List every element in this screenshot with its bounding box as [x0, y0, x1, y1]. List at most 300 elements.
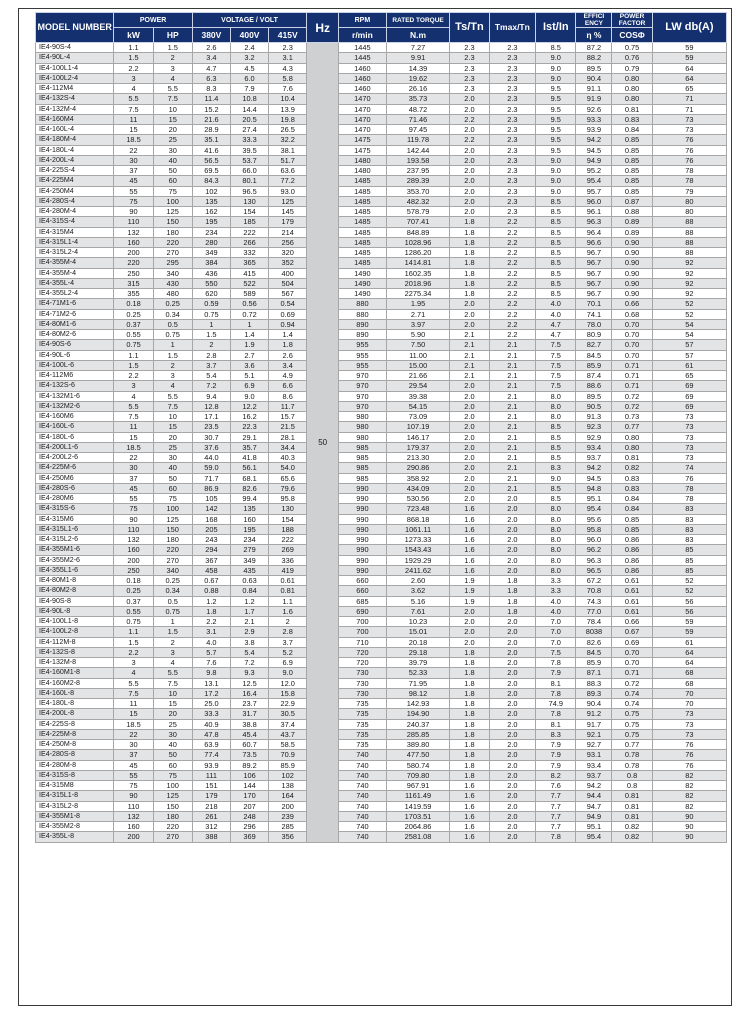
cell-lw-db: 68 [652, 668, 726, 678]
cell-tmax-tn: 2.3 [489, 166, 536, 176]
cell-ts-tn: 1.8 [450, 658, 489, 668]
cell-415v: 10.4 [269, 94, 307, 104]
cell-hp: 50 [153, 166, 192, 176]
cell-415v: 38.1 [269, 145, 307, 155]
cell-rpm: 980 [339, 422, 387, 432]
cell-kw: 0.75 [114, 340, 153, 350]
table-row [36, 740, 727, 750]
cell-ts-tn: 2.0 [450, 125, 489, 135]
cell-kw: 15 [114, 432, 153, 442]
cell-lw-db: 64 [652, 647, 726, 657]
cell-lw-db: 88 [652, 237, 726, 247]
cell-ist-in: 9.5 [536, 114, 576, 124]
cell-415v: 15.7 [269, 412, 307, 422]
cell-380v: 71.7 [192, 473, 230, 483]
table-row [36, 576, 727, 586]
cell-ts-tn: 1.8 [450, 278, 489, 288]
cell-power-factor: 0.84 [612, 494, 652, 504]
cell-efficiency: 94.4 [576, 791, 612, 801]
cell-380v: 205 [192, 524, 230, 534]
cell-power-factor: 0.68 [612, 309, 652, 319]
cell-torque: 20.18 [386, 637, 450, 647]
cell-ist-in: 8.5 [536, 494, 576, 504]
cell-hp: 0.34 [153, 309, 192, 319]
cell-380v: 41.6 [192, 145, 230, 155]
table-row [36, 73, 727, 83]
cell-power-factor: 0.90 [612, 278, 652, 288]
cell-400v: 5.1 [230, 371, 268, 381]
cell-380v: 17.2 [192, 688, 230, 698]
cell-power-factor: 0.67 [612, 627, 652, 637]
cell-lw-db: 52 [652, 299, 726, 309]
cell-torque: 179.37 [386, 442, 450, 452]
cell-kw: 18.5 [114, 719, 153, 729]
cell-tmax-tn: 1.8 [489, 596, 536, 606]
cell-kw: 11 [114, 422, 153, 432]
cell-model: IE4-160M2-8 [36, 678, 114, 688]
cell-kw: 0.37 [114, 596, 153, 606]
cell-ts-tn: 2.0 [450, 176, 489, 186]
cell-ts-tn: 2.3 [450, 63, 489, 73]
cell-hp: 20 [153, 432, 192, 442]
cell-power-factor: 0.80 [612, 94, 652, 104]
cell-efficiency: 94.8 [576, 483, 612, 493]
cell-efficiency: 96.3 [576, 555, 612, 565]
cell-torque: 29.54 [386, 381, 450, 391]
cell-power-factor: 0.88 [612, 207, 652, 217]
cell-ts-tn: 2.0 [450, 166, 489, 176]
cell-tmax-tn: 2.0 [489, 791, 536, 801]
cell-ts-tn: 1.8 [450, 719, 489, 729]
cell-tmax-tn: 2.3 [489, 94, 536, 104]
table-header [36, 13, 727, 43]
cell-lw-db: 82 [652, 791, 726, 801]
cell-efficiency: 93.3 [576, 114, 612, 124]
cell-ts-tn: 2.0 [450, 309, 489, 319]
cell-rpm: 690 [339, 606, 387, 616]
cell-ts-tn: 2.0 [450, 391, 489, 401]
cell-kw: 160 [114, 237, 153, 247]
cell-tmax-tn: 2.2 [489, 227, 536, 237]
cell-kw: 55 [114, 770, 153, 780]
cell-lw-db: 82 [652, 801, 726, 811]
cell-tmax-tn: 2.1 [489, 412, 536, 422]
header-kw: kW [114, 28, 153, 43]
cell-lw-db: 82 [652, 770, 726, 780]
cell-tmax-tn: 1.8 [489, 576, 536, 586]
table-row [36, 453, 727, 463]
cell-efficiency: 96.0 [576, 535, 612, 545]
cell-lw-db: 85 [652, 555, 726, 565]
cell-rpm: 720 [339, 658, 387, 668]
cell-torque: 15.01 [386, 627, 450, 637]
cell-power-factor: 0.81 [612, 453, 652, 463]
table-row [36, 63, 727, 73]
cell-model: IE4-250M-8 [36, 740, 114, 750]
cell-efficiency: 91.3 [576, 412, 612, 422]
cell-400v: 160 [230, 514, 268, 524]
cell-400v: 16.2 [230, 412, 268, 422]
cell-model: IE4-100L1-4 [36, 63, 114, 73]
cell-rpm: 1470 [339, 125, 387, 135]
cell-tmax-tn: 2.0 [489, 719, 536, 729]
cell-tmax-tn: 2.0 [489, 740, 536, 750]
cell-power-factor: 0.70 [612, 647, 652, 657]
cell-400v: 207 [230, 801, 268, 811]
cell-380v: 2.8 [192, 350, 230, 360]
cell-lw-db: 88 [652, 227, 726, 237]
cell-hp: 0.75 [153, 606, 192, 616]
cell-tmax-tn: 2.0 [489, 565, 536, 575]
cell-model: IE4-355M1-8 [36, 811, 114, 821]
cell-rpm: 740 [339, 750, 387, 760]
cell-tmax-tn: 2.1 [489, 340, 536, 350]
cell-ist-in: 7.0 [536, 617, 576, 627]
cell-ist-in: 9.0 [536, 155, 576, 165]
cell-torque: 26.16 [386, 84, 450, 94]
header-rpm: RPM [339, 13, 387, 28]
cell-lw-db: 56 [652, 596, 726, 606]
cell-rpm: 1460 [339, 73, 387, 83]
cell-tmax-tn: 2.2 [489, 330, 536, 340]
cell-380v: 8.3 [192, 84, 230, 94]
cell-tmax-tn: 2.0 [489, 709, 536, 719]
cell-model: IE4-315M6 [36, 514, 114, 524]
table-row [36, 237, 727, 247]
cell-tmax-tn: 2.3 [489, 84, 536, 94]
cell-efficiency: 96.3 [576, 217, 612, 227]
cell-kw: 3 [114, 658, 153, 668]
cell-lw-db: 70 [652, 688, 726, 698]
cell-415v: 1.6 [269, 606, 307, 616]
table-row [36, 53, 727, 63]
cell-power-factor: 0.82 [612, 822, 652, 832]
cell-lw-db: 54 [652, 319, 726, 329]
cell-ts-tn: 2.1 [450, 350, 489, 360]
cell-kw: 4 [114, 391, 153, 401]
cell-hp: 4 [153, 658, 192, 668]
cell-tmax-tn: 2.1 [489, 432, 536, 442]
cell-ts-tn: 2.0 [450, 196, 489, 206]
cell-ts-tn: 1.8 [450, 258, 489, 268]
cell-tmax-tn: 2.3 [489, 114, 536, 124]
cell-power-factor: 0.72 [612, 678, 652, 688]
cell-ts-tn: 1.8 [450, 268, 489, 278]
cell-model: IE4-200L1-6 [36, 442, 114, 452]
cell-power-factor: 0.83 [612, 114, 652, 124]
cell-hp: 295 [153, 258, 192, 268]
cell-hp: 1 [153, 340, 192, 350]
cell-model: IE4-355M1-6 [36, 545, 114, 555]
cell-tmax-tn: 2.0 [489, 781, 536, 791]
cell-rpm: 1485 [339, 248, 387, 258]
cell-hp: 100 [153, 504, 192, 514]
cell-rpm: 990 [339, 524, 387, 534]
header-lw-db: LW db(A) [652, 13, 726, 43]
cell-power-factor: 0.8 [612, 781, 652, 791]
cell-torque: 193.58 [386, 155, 450, 165]
cell-ts-tn: 2.0 [450, 483, 489, 493]
cell-ts-tn: 2.0 [450, 422, 489, 432]
cell-400v: 7.2 [230, 658, 268, 668]
cell-rpm: 990 [339, 545, 387, 555]
cell-415v: 200 [269, 801, 307, 811]
cell-400v: 10.8 [230, 94, 268, 104]
cell-efficiency: 95.7 [576, 186, 612, 196]
cell-power-factor: 0.75 [612, 729, 652, 739]
cell-kw: 75 [114, 504, 153, 514]
cell-tmax-tn: 2.0 [489, 514, 536, 524]
cell-model: IE4-90L-8 [36, 606, 114, 616]
cell-hp: 4 [153, 73, 192, 83]
cell-400v: 365 [230, 258, 268, 268]
cell-kw: 0.25 [114, 309, 153, 319]
cell-380v: 11.4 [192, 94, 230, 104]
cell-torque: 1061.11 [386, 524, 450, 534]
cell-ist-in: 9.0 [536, 53, 576, 63]
cell-rpm: 990 [339, 555, 387, 565]
table-row [36, 207, 727, 217]
cell-power-factor: 0.90 [612, 268, 652, 278]
cell-rpm: 955 [339, 350, 387, 360]
cell-ist-in: 8.5 [536, 268, 576, 278]
cell-kw: 5.5 [114, 678, 153, 688]
cell-415v: 30.5 [269, 709, 307, 719]
cell-rpm: 985 [339, 442, 387, 452]
cell-torque: 10.23 [386, 617, 450, 627]
cell-hp: 10 [153, 412, 192, 422]
cell-tmax-tn: 1.8 [489, 606, 536, 616]
header-power: POWER [114, 13, 192, 28]
cell-400v: 3.8 [230, 637, 268, 647]
cell-ist-in: 7.5 [536, 647, 576, 657]
cell-efficiency: 89.3 [576, 688, 612, 698]
cell-hp: 15 [153, 422, 192, 432]
cell-380v: 135 [192, 196, 230, 206]
cell-ts-tn: 1.6 [450, 811, 489, 821]
cell-power-factor: 0.71 [612, 360, 652, 370]
header-400v: 400V [230, 28, 268, 43]
cell-model: IE4-80M1-8 [36, 576, 114, 586]
cell-rpm: 740 [339, 781, 387, 791]
cell-380v: 218 [192, 801, 230, 811]
cell-hp: 4 [153, 381, 192, 391]
cell-rpm: 985 [339, 463, 387, 473]
cell-tmax-tn: 2.3 [489, 43, 536, 53]
cell-lw-db: 76 [652, 740, 726, 750]
cell-model: IE4-225M-6 [36, 463, 114, 473]
cell-400v: 27.4 [230, 125, 268, 135]
cell-rpm: 970 [339, 391, 387, 401]
cell-380v: 620 [192, 289, 230, 299]
cell-ts-tn: 2.0 [450, 627, 489, 637]
cell-kw: 250 [114, 268, 153, 278]
cell-rpm: 1485 [339, 258, 387, 268]
cell-400v: 73.5 [230, 750, 268, 760]
cell-rpm: 890 [339, 319, 387, 329]
cell-kw: 18.5 [114, 442, 153, 452]
cell-380v: 162 [192, 207, 230, 217]
cell-power-factor: 0.72 [612, 401, 652, 411]
cell-ist-in: 8.0 [536, 535, 576, 545]
cell-kw: 45 [114, 176, 153, 186]
cell-efficiency: 96.7 [576, 258, 612, 268]
cell-tmax-tn: 2.2 [489, 237, 536, 247]
cell-hp: 3 [153, 63, 192, 73]
cell-model: IE4-132M-4 [36, 104, 114, 114]
cell-model: IE4-112M6 [36, 371, 114, 381]
cell-ist-in: 7.7 [536, 822, 576, 832]
cell-kw: 90 [114, 791, 153, 801]
cell-400v: 4.5 [230, 63, 268, 73]
cell-model: IE4-280S-4 [36, 196, 114, 206]
cell-400v: 12.2 [230, 401, 268, 411]
cell-lw-db: 56 [652, 606, 726, 616]
cell-torque: 71.46 [386, 114, 450, 124]
cell-400v: 222 [230, 227, 268, 237]
cell-tmax-tn: 2.1 [489, 401, 536, 411]
cell-efficiency: 95.4 [576, 176, 612, 186]
cell-torque: 482.32 [386, 196, 450, 206]
cell-415v: 95.8 [269, 494, 307, 504]
cell-kw: 110 [114, 524, 153, 534]
cell-ts-tn: 2.0 [450, 186, 489, 196]
cell-kw: 30 [114, 155, 153, 165]
cell-400v: 89.2 [230, 760, 268, 770]
cell-efficiency: 96.2 [576, 545, 612, 555]
cell-efficiency: 84.5 [576, 350, 612, 360]
cell-model: IE4-355M2-6 [36, 555, 114, 565]
cell-rpm: 685 [339, 596, 387, 606]
cell-power-factor: 0.80 [612, 432, 652, 442]
cell-efficiency: 95.1 [576, 494, 612, 504]
cell-rpm: 740 [339, 811, 387, 821]
cell-lw-db: 61 [652, 637, 726, 647]
cell-400v: 1.4 [230, 330, 268, 340]
cell-model: IE4-355L1-6 [36, 565, 114, 575]
cell-power-factor: 0.71 [612, 381, 652, 391]
cell-ts-tn: 1.8 [450, 699, 489, 709]
cell-tmax-tn: 2.0 [489, 801, 536, 811]
cell-power-factor: 0.75 [612, 43, 652, 53]
cell-lw-db: 65 [652, 371, 726, 381]
cell-400v: 16.4 [230, 688, 268, 698]
cell-efficiency: 93.7 [576, 770, 612, 780]
cell-kw: 30 [114, 463, 153, 473]
cell-tmax-tn: 2.0 [489, 535, 536, 545]
cell-tmax-tn: 2.1 [489, 391, 536, 401]
cell-ist-in: 4.7 [536, 330, 576, 340]
cell-lw-db: 59 [652, 53, 726, 63]
cell-hp: 50 [153, 473, 192, 483]
cell-rpm: 735 [339, 719, 387, 729]
table-row [36, 84, 727, 94]
cell-power-factor: 0.75 [612, 709, 652, 719]
cell-lw-db: 78 [652, 494, 726, 504]
cell-rpm: 740 [339, 770, 387, 780]
cell-380v: 37.6 [192, 442, 230, 452]
cell-400v: 195 [230, 524, 268, 534]
cell-tmax-tn: 2.0 [489, 637, 536, 647]
cell-400v: 22.3 [230, 422, 268, 432]
table-row [36, 278, 727, 288]
cell-model: IE4-315S-8 [36, 770, 114, 780]
cell-415v: 22.9 [269, 699, 307, 709]
cell-kw: 15 [114, 125, 153, 135]
cell-efficiency: 92.6 [576, 104, 612, 114]
table-row [36, 422, 727, 432]
cell-efficiency: 70.8 [576, 586, 612, 596]
cell-400v: 12.5 [230, 678, 268, 688]
cell-model: IE4-180L-4 [36, 145, 114, 155]
table-row [36, 545, 727, 555]
cell-model: IE4-132S-8 [36, 647, 114, 657]
cell-efficiency: 92.9 [576, 432, 612, 442]
cell-400v: 60.7 [230, 740, 268, 750]
cell-hp: 125 [153, 514, 192, 524]
cell-380v: 30.7 [192, 432, 230, 442]
cell-ist-in: 8.5 [536, 432, 576, 442]
cell-power-factor: 0.86 [612, 565, 652, 575]
table-row [36, 606, 727, 616]
header-model-number: MODEL NUMBER [36, 13, 114, 43]
table-row [36, 135, 727, 145]
cell-kw: 0.25 [114, 586, 153, 596]
cell-rpm: 1485 [339, 176, 387, 186]
cell-hp: 0.34 [153, 586, 192, 596]
cell-400v: 2.9 [230, 627, 268, 637]
cell-kw: 7.5 [114, 688, 153, 698]
cell-torque: 29.18 [386, 647, 450, 657]
cell-ts-tn: 1.8 [450, 760, 489, 770]
cell-model: IE4-280M-4 [36, 207, 114, 217]
cell-hp: 7.5 [153, 401, 192, 411]
cell-tmax-tn: 2.3 [489, 125, 536, 135]
cell-380v: 2.6 [192, 43, 230, 53]
cell-power-factor: 0.80 [612, 442, 652, 452]
table-row [36, 678, 727, 688]
table-row [36, 289, 727, 299]
cell-tmax-tn: 2.0 [489, 750, 536, 760]
cell-400v: 5.4 [230, 647, 268, 657]
cell-ts-tn: 1.8 [450, 729, 489, 739]
cell-power-factor: 0.8 [612, 770, 652, 780]
cell-kw: 15 [114, 709, 153, 719]
table-row [36, 647, 727, 657]
cell-tmax-tn: 2.0 [489, 760, 536, 770]
cell-400v: 7.9 [230, 84, 268, 94]
cell-400v: 415 [230, 268, 268, 278]
cell-hp: 100 [153, 196, 192, 206]
cell-rpm: 955 [339, 340, 387, 350]
cell-lw-db: 73 [652, 729, 726, 739]
cell-415v: 138 [269, 781, 307, 791]
cell-lw-db: 90 [652, 822, 726, 832]
cell-torque: 35.73 [386, 94, 450, 104]
cell-380v: 4.7 [192, 63, 230, 73]
cell-tmax-tn: 2.2 [489, 299, 536, 309]
cell-ts-tn: 2.0 [450, 617, 489, 627]
cell-model: IE4-355L2-4 [36, 289, 114, 299]
cell-415v: 130 [269, 504, 307, 514]
cell-efficiency: 88.6 [576, 381, 612, 391]
cell-kw: 45 [114, 760, 153, 770]
cell-400v: 332 [230, 248, 268, 258]
cell-380v: 436 [192, 268, 230, 278]
cell-efficiency: 67.2 [576, 576, 612, 586]
cell-hp: 40 [153, 155, 192, 165]
cell-ts-tn: 2.3 [450, 53, 489, 63]
